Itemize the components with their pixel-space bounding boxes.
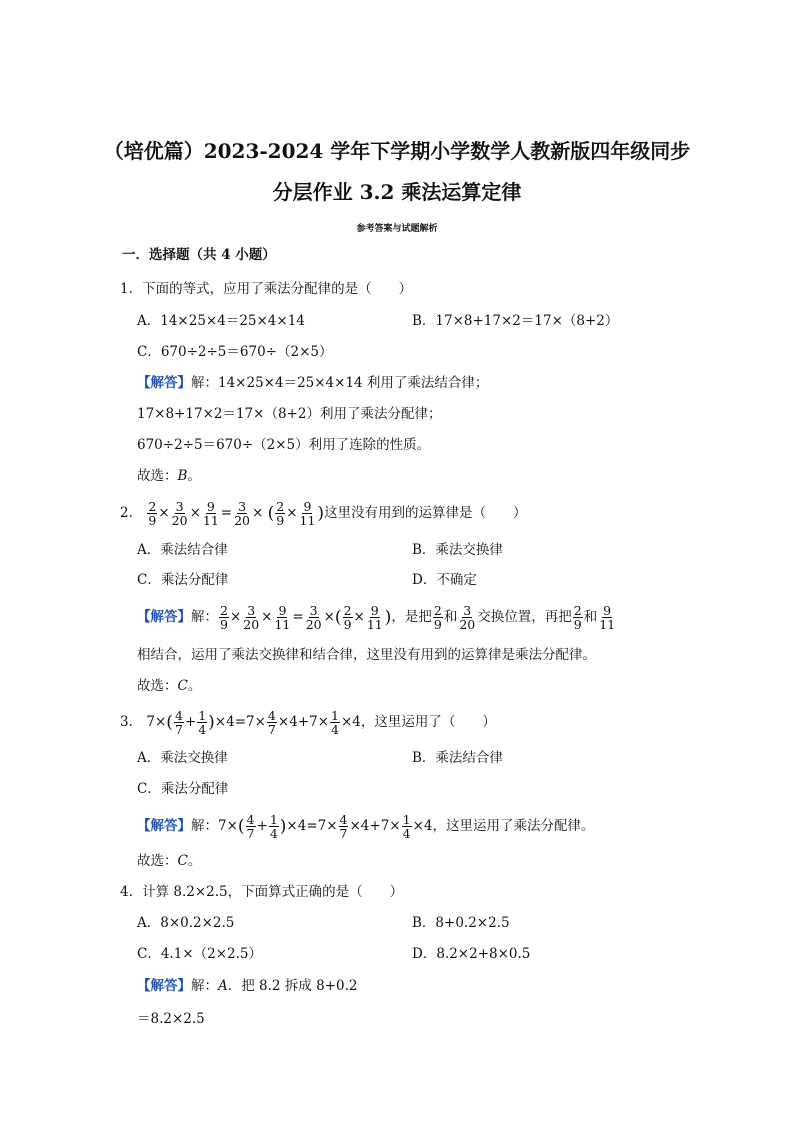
q2-answer-line2: 相结合，运用了乘法交换律和结合律，这里没有用到的运算律是乘法分配律。	[137, 647, 596, 663]
doc-title-line2: 分层作业 3.2 乘法运算定律	[272, 180, 522, 204]
q2-stem: 2． $\frac{2}{9}$ × $\frac{3}{20}$ × $\frac{9}{11}$ = $\frac{3}{20}$ × ( $\frac{2}{9}$ × $\frac{9}{11}$ )这里没有用到的运算律是（ ）	[120, 499, 527, 528]
q1-option-b: B．17×8+17×2＝17×（8+2）	[412, 313, 619, 329]
q2-option-c: C．乘法分配律	[137, 572, 229, 588]
q1-stem: 1．下面的等式，应用了乘法分配律的是（ ）	[120, 281, 413, 297]
q1-answer-line2: 17×8+17×2＝17×（8+2）利用了乘法分配律；	[137, 406, 442, 422]
q3-stem: 3． 7×( $\frac{4}{7}$ + $\frac{1}{4}$ )×4=7× $\frac{4}{7}$ ×4+7× $\frac{1}{4}$ ×4，这里运用了（ ）	[120, 708, 496, 737]
q1-option-c: C．670÷2÷5＝670÷（2×5）	[137, 344, 333, 360]
q4-option-d: D．8.2×2+8×0.5	[412, 946, 531, 962]
q4-answer-line1: 【解答】解：A．把 8.2 拆成 8+0.2	[137, 978, 358, 994]
q3-option-b: B．乘法结合律	[412, 750, 503, 766]
q2-answer-line1: 【解答】解： $\frac{2}{9}$ × $\frac{3}{20}$ × $\frac{9}{11}$ = $\frac{3}{20}$ ×( $\frac{2}{9}$ × $\frac{9}{11}$ )，是把 $\frac{2}{9}$ 和 $\frac{3}{20}$ 交换位置，再把 $\frac{2}{9}$ 和 $\frac{9}{11}$	[137, 603, 616, 632]
q3-choice: 故选：C。	[137, 853, 202, 869]
section-heading: 一．选择题（共 4 小题）	[122, 247, 276, 263]
q4-option-c: C．4.1×（2×2.5）	[137, 946, 262, 962]
q2-option-d: D．不确定	[412, 572, 477, 588]
answer-tag: 【解答】	[137, 818, 191, 834]
q3-answer-line1: 【解答】解：7×( $\frac{4}{7}$ + $\frac{1}{4}$ )×4=7× $\frac{4}{7}$ ×4+7× $\frac{1}{4}$ ×4，这里运用了乘法分配律。	[137, 812, 595, 841]
q1-choice: 故选：B。	[137, 468, 201, 484]
q4-stem: 4．计算 8.2×2.5，下面算式正确的是（ ）	[120, 884, 404, 900]
answer-tag: 【解答】	[137, 375, 191, 391]
q1-option-a: A．14×25×4＝25×4×14	[137, 313, 305, 329]
q2-option-a: A．乘法结合律	[137, 542, 228, 558]
q3-option-c: C．乘法分配律	[137, 781, 229, 797]
doc-subtitle: 参考答案与试题解析	[356, 224, 438, 234]
answer-tag: 【解答】	[137, 609, 191, 625]
q4-answer-line2: ＝8.2×2.5	[137, 1011, 205, 1027]
q1-answer-line3: 670÷2÷5＝670÷（2×5）利用了连除的性质。	[137, 437, 431, 453]
q4-option-b: B．8+0.2×2.5	[412, 915, 510, 931]
q3-option-a: A．乘法交换律	[137, 750, 228, 766]
q2-option-b: B．乘法交换律	[412, 542, 503, 558]
q1-answer-line1: 【解答】解：14×25×4＝25×4×14 利用了乘法结合律；	[137, 375, 489, 391]
doc-title-line1: （培优篇）2023-2024 学年下学期小学数学人教新版四年级同步	[103, 139, 691, 163]
answer-tag: 【解答】	[137, 978, 191, 994]
q2-choice: 故选：C。	[137, 678, 202, 694]
q4-option-a: A．8×0.2×2.5	[137, 915, 235, 931]
